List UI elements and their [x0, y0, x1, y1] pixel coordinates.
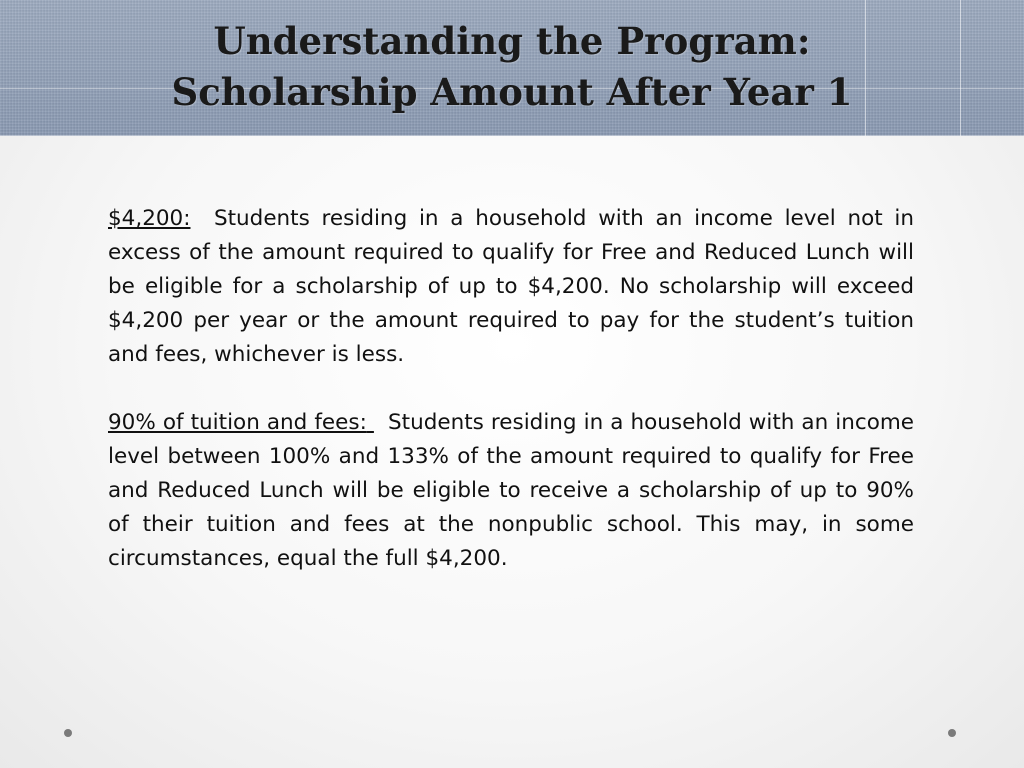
paragraph-text: Students residing in a household with an income level between 100% and 133% of the amount required to qualify for Free and Reduced Lunch will be eligible to receive a scholarship of up to 90% of their tuition and fees at the nonpublic school. This may, in some circumstances, equal the full $4,200.: [108, 410, 915, 571]
paragraph-4200: [108, 202, 914, 372]
paragraph-lead: 90% of tuition and fees:: [108, 410, 367, 435]
decorative-dot-icon: [948, 729, 956, 737]
paragraph-90-percent: [108, 406, 914, 576]
slide-title: [0, 16, 1024, 118]
slide-title-line1: Understanding the Program:: [213, 19, 811, 63]
decorative-dot-icon: [64, 729, 72, 737]
paragraph-text: Students residing in a household with an income level not in excess of the amount required to qualify for Free and Reduced Lunch will be eligible for a scholarship of up to $4,200. No scholarship will exceed $4,200 per year or the amount required to pay for the student’s tuition and fees, whichever is less.: [108, 206, 914, 367]
slide-body: [108, 202, 914, 610]
title-banner: [0, 0, 1024, 136]
paragraph-lead: $4,200:: [108, 206, 191, 231]
slide-title-line2: Scholarship Amount After Year 1: [171, 70, 853, 114]
